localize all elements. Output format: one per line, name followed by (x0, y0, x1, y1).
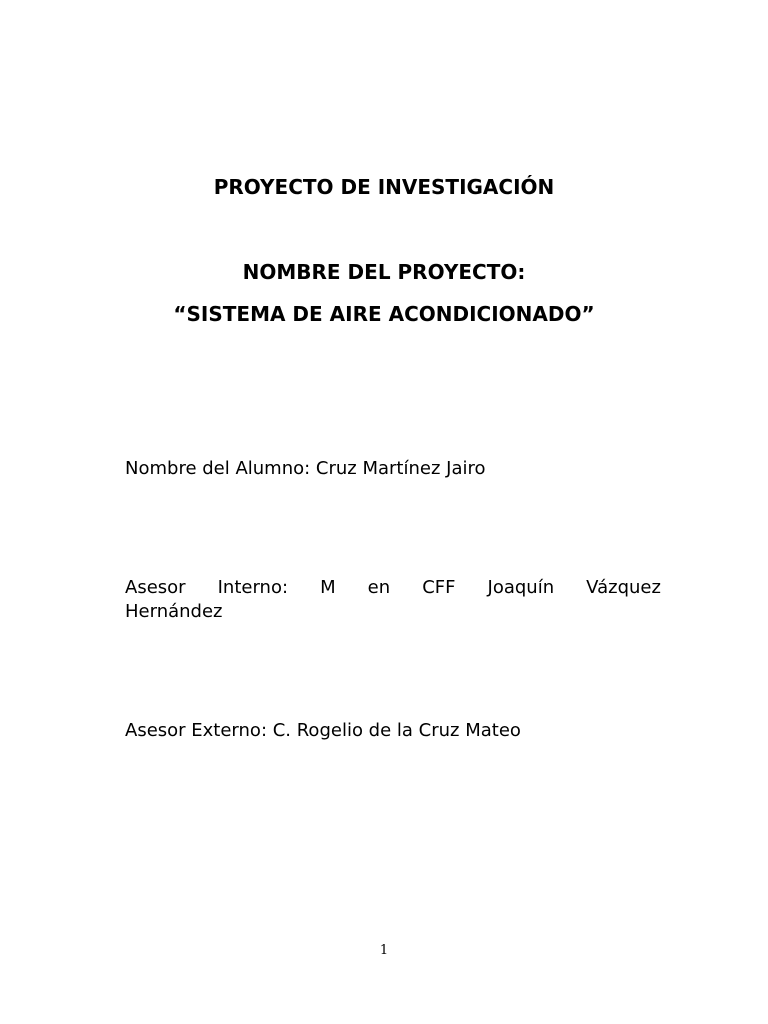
page-number: 1 (379, 943, 389, 958)
external-advisor: Asesor Externo: C. Rogelio de la Cruz Mateo (125, 720, 521, 741)
internal-advisor-word: Joaquín (487, 577, 555, 598)
project-name: “SISTEMA DE AIRE ACONDICIONADO” (173, 302, 595, 326)
internal-advisor-line-1 (125, 576, 661, 600)
internal-advisor-line-2: Hernández (125, 601, 223, 622)
document-title: PROYECTO DE INVESTIGACIÓN (213, 175, 555, 199)
internal-advisor-word: M (320, 577, 336, 598)
internal-advisor-word: Vázquez (586, 577, 661, 598)
project-label: NOMBRE DEL PROYECTO: (242, 260, 526, 284)
internal-advisor (125, 576, 661, 624)
internal-advisor-word: CFF (422, 577, 456, 598)
student-name: Nombre del Alumno: Cruz Martínez Jairo (125, 458, 486, 479)
internal-advisor-word: Asesor (125, 577, 186, 598)
internal-advisor-word: Interno: (217, 577, 289, 598)
internal-advisor-word: en (367, 577, 391, 598)
